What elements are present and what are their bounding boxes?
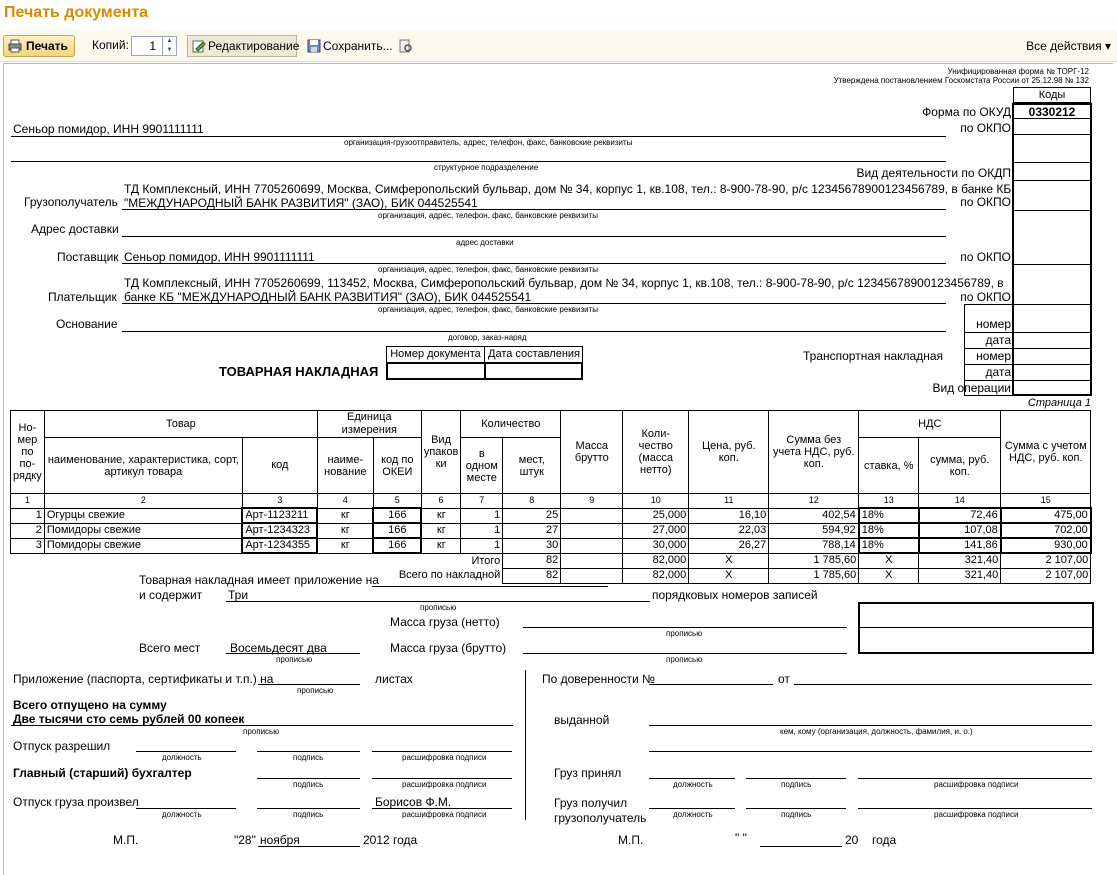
col-number: 9 bbox=[561, 494, 623, 509]
form-note-1: Унифицированная форма № ТОРГ-12 bbox=[947, 67, 1089, 76]
th-qty-places: мест, штук bbox=[503, 438, 561, 494]
release-done-label: Отпуск груза произвел bbox=[13, 795, 139, 809]
cell-sum: 788,14 bbox=[769, 538, 859, 553]
cell-rate: 18% bbox=[859, 523, 919, 538]
basis-number-label: номер bbox=[976, 317, 1011, 331]
col-number: 2 bbox=[44, 494, 242, 509]
records-count: Три bbox=[228, 588, 249, 602]
th-unit-okei: код по ОКЕИ bbox=[373, 438, 421, 494]
cell-price: 26,27 bbox=[689, 538, 769, 553]
th-goods-name: наименование, характеристика, сорт, артикул товара bbox=[44, 438, 242, 494]
chief-accountant-label: Главный (старший) бухгалтер bbox=[13, 766, 192, 780]
cell-okei: 166 bbox=[373, 523, 421, 538]
itogo-places: 82 bbox=[503, 553, 561, 568]
vsego-price: X bbox=[689, 568, 769, 583]
itogo-label: Итого bbox=[471, 554, 501, 567]
th-net: Коли-чество (масса нетто) bbox=[623, 411, 689, 494]
window-title: Печать документа bbox=[4, 4, 149, 21]
date-year: 2012 года bbox=[363, 833, 418, 847]
cell-vat: 107,08 bbox=[919, 523, 1001, 538]
th-number: Но-мер по по-рядку bbox=[11, 411, 45, 494]
col-number: 5 bbox=[373, 494, 421, 509]
position-caption: должность bbox=[673, 780, 713, 789]
supplier-value: Сеньор помидор, ИНН 9901111111 bbox=[124, 250, 315, 264]
col-number: 11 bbox=[689, 494, 769, 509]
records-caption: прописью bbox=[420, 603, 457, 612]
th-sum-vat: Сумма с учетом НДС, руб. коп. bbox=[1001, 411, 1091, 494]
th-qty-one: в одном месте bbox=[461, 438, 503, 494]
cell-sum: 402,54 bbox=[769, 508, 859, 523]
attach-line-2: и содержит bbox=[139, 588, 203, 602]
vsego-net: 82,000 bbox=[623, 568, 689, 583]
payer-line-2: банке КБ "МЕЖДУНАРОДНЫЙ БАНК РАЗВИТИЯ" (ЗАО), БИК 044525541 bbox=[124, 290, 532, 304]
itogo-price: X bbox=[689, 553, 769, 568]
doc-number-header: Номер документа bbox=[390, 348, 481, 360]
okpo-label-1: по ОКПО bbox=[960, 121, 1011, 135]
cell-unit: кг bbox=[317, 538, 373, 553]
cell-rate: 18% bbox=[859, 538, 919, 553]
payer-line-1: ТД Комплексный, ИНН 7705260699, 113452, Москва, Симферопольский бульвар, дом № 34, корпус 1, кв.108, тел.: 8-900-78-90, р/с 12345678900123456789, в bbox=[124, 276, 1004, 290]
net-mass-caption: прописью bbox=[666, 629, 703, 638]
goods-table bbox=[10, 410, 1092, 584]
th-sum-novat: Сумма без учета НДС, руб. коп. bbox=[769, 411, 859, 494]
position-caption: должность bbox=[673, 810, 713, 819]
decode-caption: расшифровка подписи bbox=[934, 810, 1019, 819]
print-button-label: Печать bbox=[26, 39, 68, 53]
cell-pack: кг bbox=[421, 538, 460, 553]
transport-date-label: дата bbox=[985, 365, 1011, 379]
edit-toggle-button[interactable] bbox=[187, 35, 300, 57]
cell-gross bbox=[561, 523, 623, 538]
vsego-label: Всего по накладной bbox=[398, 569, 501, 581]
save-button[interactable] bbox=[302, 35, 393, 57]
th-gross: Масса брутто bbox=[561, 411, 623, 494]
cell-total: 475,00 bbox=[1001, 508, 1091, 523]
cell-one: 1 bbox=[461, 508, 503, 523]
cell-code: Арт-1123211 bbox=[242, 508, 317, 523]
shipper-caption: организация-грузоотправитель, адрес, телефон, факс, банковские реквизиты bbox=[344, 138, 633, 147]
copies-label: Копий: bbox=[92, 38, 129, 52]
spin-arrows-icon[interactable]: ▲ ▼ bbox=[162, 37, 176, 55]
delivery-caption: адрес доставки bbox=[456, 238, 514, 247]
stamp-label-2: М.П. bbox=[618, 833, 644, 847]
decode-caption: расшифровка подписи bbox=[402, 810, 487, 819]
cell-vat: 141,86 bbox=[919, 538, 1001, 553]
vsego-total: 2 107,00 bbox=[1001, 568, 1091, 583]
col-number: 1 bbox=[11, 494, 45, 509]
cell-total: 930,00 bbox=[1001, 538, 1091, 553]
all-actions-menu[interactable]: Все действия ▾ bbox=[1026, 39, 1111, 53]
col-number: 12 bbox=[769, 494, 859, 509]
issued-label: выданной bbox=[554, 713, 610, 727]
consignee-line-1: ТД Комплексный, ИНН 7705260699, Москва, Симферопольский бульвар, дом № 34, корпус 1, кв.108, тел.: 8-900-78-90, р/с 12345678900123456789, в банке КБ bbox=[124, 182, 1012, 196]
okpo-label-4: по ОКПО bbox=[960, 290, 1011, 304]
supplier-caption: организация, адрес, телефон, факс, банковские реквизиты bbox=[378, 265, 598, 274]
cell-net: 25,000 bbox=[623, 508, 689, 523]
document-page bbox=[3, 63, 1113, 875]
vsego-rate: X bbox=[859, 568, 919, 583]
print-button[interactable] bbox=[3, 35, 75, 57]
th-unit-name: наиме-нование bbox=[317, 438, 373, 494]
th-vat-sum: сумма, руб. коп. bbox=[919, 438, 1001, 494]
table-total-row bbox=[11, 553, 1091, 568]
floppy-disk-icon bbox=[307, 39, 321, 53]
cell-gross bbox=[561, 508, 623, 523]
col-number: 6 bbox=[421, 494, 460, 509]
th-goods-code: код bbox=[242, 438, 317, 494]
consignee-label: Грузополучатель bbox=[24, 195, 118, 209]
payer-caption: организация, адрес, телефон, факс, банковские реквизиты bbox=[378, 305, 598, 314]
proxy-from-label: от bbox=[778, 672, 790, 686]
table-row bbox=[11, 523, 1091, 538]
cargo-received-label-2: грузополучатель bbox=[554, 811, 647, 825]
doc-date-header: Дата составления bbox=[488, 348, 580, 360]
edit-icon bbox=[192, 39, 206, 53]
operation-label: Вид операции bbox=[932, 381, 1011, 395]
decode-caption: расшифровка подписи bbox=[402, 780, 487, 789]
edit-button-label: Редактирование bbox=[208, 39, 300, 53]
cell-okei: 166 bbox=[373, 508, 421, 523]
cargo-received-label-1: Груз получил bbox=[554, 796, 628, 810]
th-price: Цена, руб. коп. bbox=[689, 411, 769, 494]
transport-label: Транспортная накладная bbox=[802, 349, 943, 363]
cell-code: Арт-1234323 bbox=[242, 523, 317, 538]
consignee-line-2: "МЕЖДУНАРОДНЫЙ БАНК РАЗВИТИЯ" (ЗАО), БИК 044525541 bbox=[124, 196, 478, 210]
codes-header: Коды bbox=[1013, 87, 1091, 103]
places-total-label: Всего мест bbox=[139, 641, 201, 655]
cell-places: 27 bbox=[503, 523, 561, 538]
cell-one: 1 bbox=[461, 538, 503, 553]
gross-mass-caption: прописью bbox=[666, 655, 703, 664]
col-number: 4 bbox=[317, 494, 373, 509]
cell-one: 1 bbox=[461, 523, 503, 538]
th-vat: НДС bbox=[859, 411, 1001, 438]
gross-mass-label: Масса груза (брутто) bbox=[390, 641, 507, 655]
table-row bbox=[11, 538, 1091, 553]
okdp-label: Вид деятельности по ОКДП bbox=[856, 166, 1011, 180]
released-by-value: Борисов Ф.М. bbox=[375, 795, 452, 809]
itogo-rate: X bbox=[859, 553, 919, 568]
records-label: порядковых номеров записей bbox=[652, 588, 818, 602]
released-sum-label: Всего отпущено на сумму bbox=[13, 698, 167, 712]
net-mass-label: Масса груза (нетто) bbox=[390, 615, 500, 629]
printer-icon bbox=[8, 39, 22, 53]
th-qty: Количество bbox=[461, 411, 561, 438]
document-title: ТОВАРНАЯ НАКЛАДНАЯ bbox=[219, 364, 379, 379]
cell-pack: кг bbox=[421, 523, 460, 538]
toolbar bbox=[0, 30, 1117, 62]
copies-stepper[interactable] bbox=[131, 36, 177, 56]
cell-vat: 72,46 bbox=[919, 508, 1001, 523]
col-number: 8 bbox=[503, 494, 561, 509]
preview-button[interactable] bbox=[394, 35, 416, 57]
th-vat-rate: ставка, % bbox=[859, 438, 919, 494]
date-day: "28" bbox=[234, 833, 256, 847]
itogo-net: 82,000 bbox=[623, 553, 689, 568]
col-number: 3 bbox=[242, 494, 317, 509]
magnifier-page-icon bbox=[399, 39, 413, 53]
position-caption: должность bbox=[162, 810, 202, 819]
vsego-places: 82 bbox=[503, 568, 561, 583]
decode-caption: расшифровка подписи bbox=[934, 780, 1019, 789]
date2-year: 20 bbox=[845, 833, 859, 847]
signature-caption: подпись bbox=[293, 753, 324, 762]
itogo-vat: 321,40 bbox=[919, 553, 1001, 568]
col-number: 13 bbox=[859, 494, 919, 509]
date2-suffix: года bbox=[872, 833, 897, 847]
cell-rate: 18% bbox=[859, 508, 919, 523]
copies-value: 1 bbox=[149, 39, 156, 53]
cell-sum: 594,92 bbox=[769, 523, 859, 538]
cell-price: 16,10 bbox=[689, 508, 769, 523]
basis-date-label: дата bbox=[985, 333, 1011, 347]
stamp-label: М.П. bbox=[113, 833, 139, 847]
itogo-total: 2 107,00 bbox=[1001, 553, 1091, 568]
position-caption: должность bbox=[162, 753, 202, 762]
decode-caption: расшифровка подписи bbox=[402, 753, 487, 762]
date2-quotes: " " bbox=[735, 831, 747, 845]
cell-places: 25 bbox=[503, 508, 561, 523]
cell-net: 30,000 bbox=[623, 538, 689, 553]
th-unit: Единица измерения bbox=[317, 411, 421, 438]
shipper-value: Сеньор помидор, ИНН 9901111111 bbox=[13, 122, 204, 136]
table-row bbox=[11, 508, 1091, 523]
cell-name: Огурцы свежие bbox=[44, 508, 242, 523]
okud-label: Форма по ОКУД bbox=[922, 105, 1011, 119]
consignee-caption: организация, адрес, телефон, факс, банковские реквизиты bbox=[378, 211, 598, 220]
issued-caption: кем, кому (организация, должность, фамилия, и. о.) bbox=[780, 727, 973, 736]
cell-unit: кг bbox=[317, 523, 373, 538]
cell-okei: 166 bbox=[373, 538, 421, 553]
basis-label: Основание bbox=[56, 317, 118, 331]
form-note-2: Утверждена постановлением Госкомстата России от 25.12.98 № 132 bbox=[833, 76, 1089, 85]
appendix-label: Приложение (паспорта, сертификаты и т.п.) на bbox=[13, 672, 274, 686]
cell-no: 1 bbox=[11, 508, 45, 523]
signature-caption: подпись bbox=[781, 780, 812, 789]
cell-unit: кг bbox=[317, 508, 373, 523]
col-number: 7 bbox=[461, 494, 503, 509]
contract-caption: договор, заказ-наряд bbox=[448, 333, 527, 342]
cell-places: 30 bbox=[503, 538, 561, 553]
signature-caption: подпись bbox=[293, 780, 324, 789]
th-pack: Вид упаков ки bbox=[421, 411, 460, 494]
cell-pack: кг bbox=[421, 508, 460, 523]
col-number: 10 bbox=[623, 494, 689, 509]
release-permit-label: Отпуск разрешил bbox=[13, 739, 111, 753]
places-total-value: Восемьдесят два bbox=[230, 641, 327, 655]
signature-caption: подпись bbox=[781, 810, 812, 819]
okud-code: 0330212 bbox=[1028, 105, 1076, 119]
cell-code: Арт-1234355 bbox=[242, 538, 317, 553]
transport-number-label: номер bbox=[976, 349, 1011, 363]
released-sum-value: Две тысячи сто семь рублей 00 копеек bbox=[13, 712, 245, 726]
vsego-vat: 321,40 bbox=[919, 568, 1001, 583]
cell-total: 702,00 bbox=[1001, 523, 1091, 538]
places-total-caption: прописью bbox=[276, 655, 313, 664]
attach-line-1: Товарная накладная имеет приложение на bbox=[139, 573, 379, 587]
cell-net: 27,000 bbox=[623, 523, 689, 538]
cell-name: Помидоры свежие bbox=[44, 538, 242, 553]
cell-no: 3 bbox=[11, 538, 45, 553]
codes-column bbox=[1012, 103, 1092, 396]
cell-no: 2 bbox=[11, 523, 45, 538]
date-month: ноября bbox=[260, 833, 300, 847]
page-number: Страница 1 bbox=[1027, 397, 1091, 409]
vsego-sum: 1 785,60 bbox=[769, 568, 859, 583]
okpo-label-2: по ОКПО bbox=[960, 195, 1011, 209]
th-goods: Товар bbox=[44, 411, 317, 438]
itogo-sum: 1 785,60 bbox=[769, 553, 859, 568]
col-number: 14 bbox=[919, 494, 1001, 509]
released-sum-caption: прописью bbox=[243, 727, 280, 736]
col-number: 15 bbox=[1001, 494, 1091, 509]
dept-caption: структурное подразделение bbox=[434, 163, 539, 172]
mass-box bbox=[858, 602, 1094, 654]
okpo-label-3: по ОКПО bbox=[960, 250, 1011, 264]
cell-price: 22,03 bbox=[689, 523, 769, 538]
signature-caption: подпись bbox=[293, 810, 324, 819]
cargo-accepted-label: Груз принял bbox=[554, 766, 622, 780]
proxy-label: По доверенности № bbox=[542, 672, 655, 686]
appendix-caption: прописью bbox=[297, 686, 334, 695]
supplier-label: Поставщик bbox=[57, 250, 119, 264]
delivery-label: Адрес доставки bbox=[31, 222, 119, 236]
save-button-label: Сохранить... bbox=[323, 39, 393, 53]
sheets-label: листах bbox=[375, 672, 413, 686]
cell-gross bbox=[561, 538, 623, 553]
cell-name: Помидоры свежие bbox=[44, 523, 242, 538]
payer-label: Плательщик bbox=[48, 290, 117, 304]
